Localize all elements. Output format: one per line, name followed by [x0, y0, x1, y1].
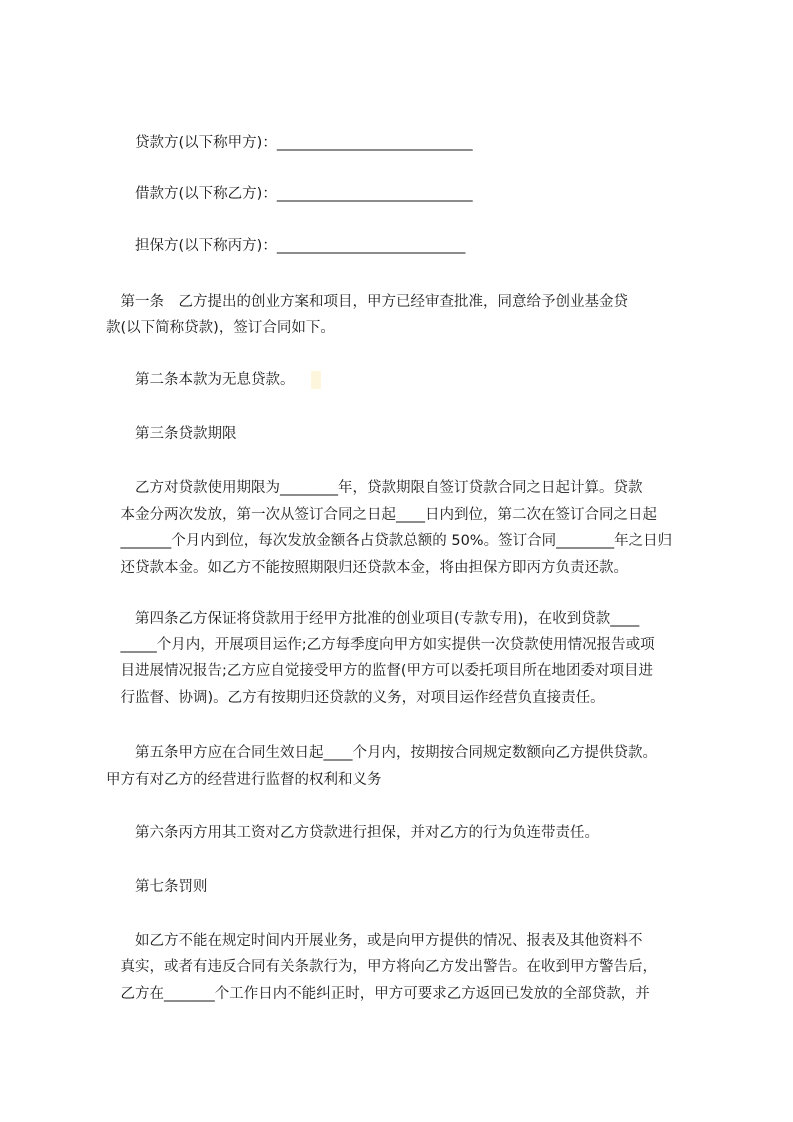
article-3-line-3: _______个月内到位，每次发放金额各占贷款总额的 50%。签订合同________年之日归 [106, 533, 673, 549]
highlight-mark [311, 371, 321, 389]
article-7-title: 第七条罚则 [106, 879, 208, 895]
article-5-line-2: 甲方有对乙方的经营进行监督的权利和义务 [106, 772, 382, 788]
lender-line: 贷款方(以下称甲方)：___________________________ [135, 135, 473, 151]
article-3-title: 第三条贷款期限 [106, 426, 237, 442]
article-3-line-1: 乙方对贷款使用期限为________年，贷款期限自签订贷款合同之日起计算。贷款 [106, 480, 643, 496]
borrower-line: 借款方(以下称乙方)：___________________________ [135, 186, 473, 202]
article-3-line-4: 还贷款本金。如乙方不能按照期限归还贷款本金，将由担保方即丙方负责还款。 [106, 560, 628, 576]
article-6: 第六条丙方用其工资对乙方贷款进行担保，并对乙方的行为负连带责任。 [106, 825, 599, 841]
article-2: 第二条本款为无息贷款。 [106, 372, 295, 388]
article-7-line-2: 真实，或者有违反合同有关条款行为，甲方将向乙方发出警告。在收到甲方警告后， [106, 959, 657, 975]
article-4-line-1: 第四条乙方保证将贷款用于经甲方批准的创业项目(专款专用)，在收到贷款____ [106, 611, 640, 627]
article-1-line-2: 款(以下简称贷款)，签订合同如下。 [106, 320, 335, 336]
article-4-line-4: 行监督、协调)。乙方有按期归还贷款的义务，对项目运作经营负直接责任。 [106, 690, 605, 706]
article-7-line-3: 乙方在_______个工作日内不能纠正时，甲方可要求乙方返回已发放的全部贷款，并 [106, 986, 650, 1002]
article-5-line-1: 第五条甲方应在合同生效日起____个月内，按期按合同规定数额向乙方提供贷款。 [106, 745, 657, 761]
article-3-line-2: 本金分两次发放，第一次从签订合同之日起____日内到位，第二次在签订合同之日起 [106, 507, 657, 523]
article-7-line-1: 如乙方不能在规定时间内开展业务，或是向甲方提供的情况、报表及其他资料不 [106, 933, 643, 949]
article-4-line-3: 目进展情况报告;乙方应自觉接受甲方的监督(甲方可以委托项目所在地团委对项目进 [106, 663, 654, 679]
article-4-line-2: _____个月内，开展项目运作;乙方每季度向甲方如实提供一次贷款使用情况报告或项 [106, 637, 655, 653]
guarantor-line: 担保方(以下称丙方)：__________________________ [135, 238, 466, 254]
article-1-line-1: 第一条 乙方提出的创业方案和项目，甲方已经审查批准，同意给予创业基金贷 [106, 294, 628, 310]
